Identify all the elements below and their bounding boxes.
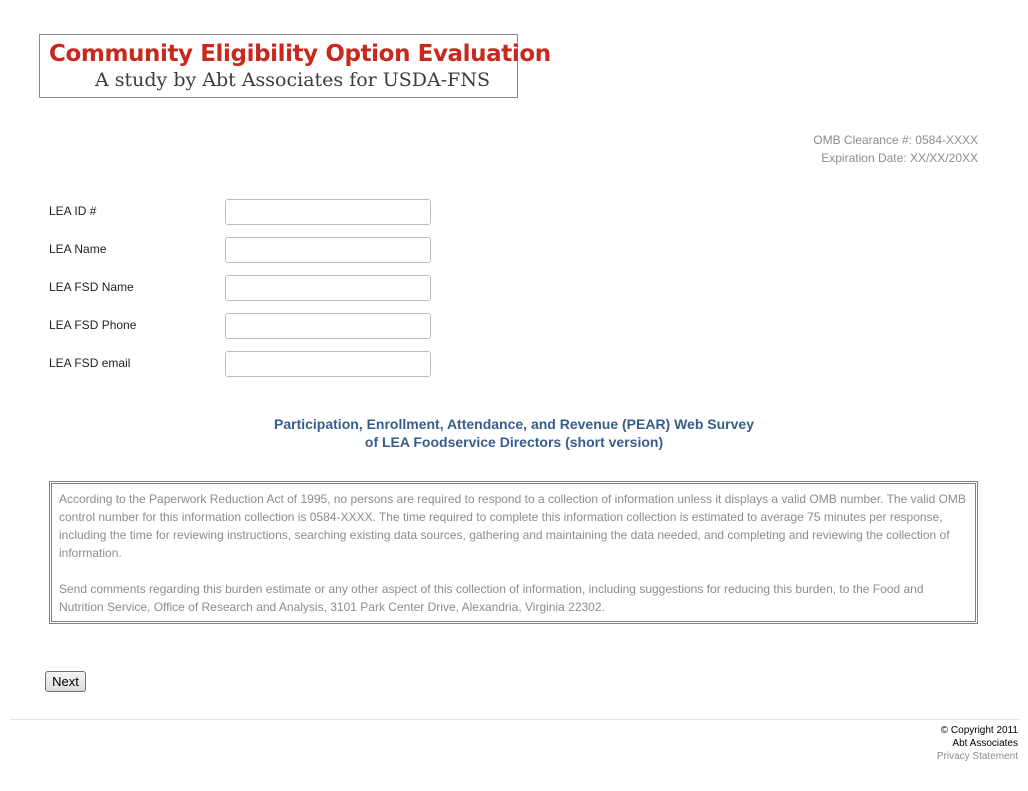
header-logo bbox=[39, 34, 551, 98]
copyright-text: © Copyright 2011 bbox=[940, 725, 1018, 736]
omb-expiration: Expiration Date: XX/XX/20XX bbox=[821, 151, 978, 165]
notice-paragraph-1: According to the Paperwork Reduction Act of 1995, no persons are required to respond to a collection of information unless it displays a valid OMB number. The valid OMB control number for this information collection is 0584-XXXX. The time required to complete this information collection is estimated to average 75 minutes per response, including the time for reviewing instructions, searching existing data sources, gathering and maintaining the data needed, and completing and reviewing the collection of information. bbox=[59, 492, 966, 560]
company-name: Abt Associates bbox=[952, 738, 1018, 749]
form-row-lea-fsd-email bbox=[49, 351, 439, 377]
lea-fsd-phone-label: LEA FSD Phone bbox=[49, 318, 137, 332]
paperwork-notice bbox=[49, 481, 978, 624]
footer bbox=[937, 724, 1018, 763]
lea-name-input[interactable] bbox=[225, 237, 431, 263]
omb-info bbox=[813, 131, 978, 167]
lea-fsd-name-input[interactable] bbox=[225, 275, 431, 301]
next-button[interactable]: Next bbox=[45, 671, 86, 692]
survey-title-line1: Participation, Enrollment, Attendance, and Revenue (PEAR) Web Survey bbox=[274, 416, 754, 432]
form-row-lea-id bbox=[49, 199, 439, 225]
omb-clearance: OMB Clearance #: 0584-XXXX bbox=[813, 133, 978, 147]
lea-id-input[interactable] bbox=[225, 199, 431, 225]
lea-fsd-name-label: LEA FSD Name bbox=[49, 280, 134, 294]
form-row-lea-name bbox=[49, 237, 439, 263]
lea-id-label: LEA ID # bbox=[49, 204, 97, 218]
logo-subtitle: A study by Abt Associates for USDA-FNS bbox=[95, 69, 491, 91]
form-row-lea-fsd-phone bbox=[49, 313, 439, 339]
logo-title: Community Eligibility Option Evaluation bbox=[49, 41, 551, 67]
survey-title bbox=[0, 415, 1028, 451]
lea-fsd-email-label: LEA FSD email bbox=[49, 356, 131, 370]
privacy-statement-link[interactable]: Privacy Statement bbox=[936, 751, 1018, 762]
lea-fsd-email-input[interactable] bbox=[225, 351, 431, 377]
footer-divider bbox=[10, 719, 1020, 720]
lea-name-label: LEA Name bbox=[49, 242, 107, 256]
notice-paragraph-2: Send comments regarding this burden estimate or any other aspect of this collection of information, including suggestions for reducing this burden, to the Food and Nutrition Service, Office of Research and Analysis, 3101 Park Center Drive, Alexandria, Virginia 22302. bbox=[59, 582, 924, 614]
survey-title-line2: of LEA Foodservice Directors (short version) bbox=[364, 434, 664, 450]
lea-fsd-phone-input[interactable] bbox=[225, 313, 431, 339]
form-row-lea-fsd-name bbox=[49, 275, 439, 301]
